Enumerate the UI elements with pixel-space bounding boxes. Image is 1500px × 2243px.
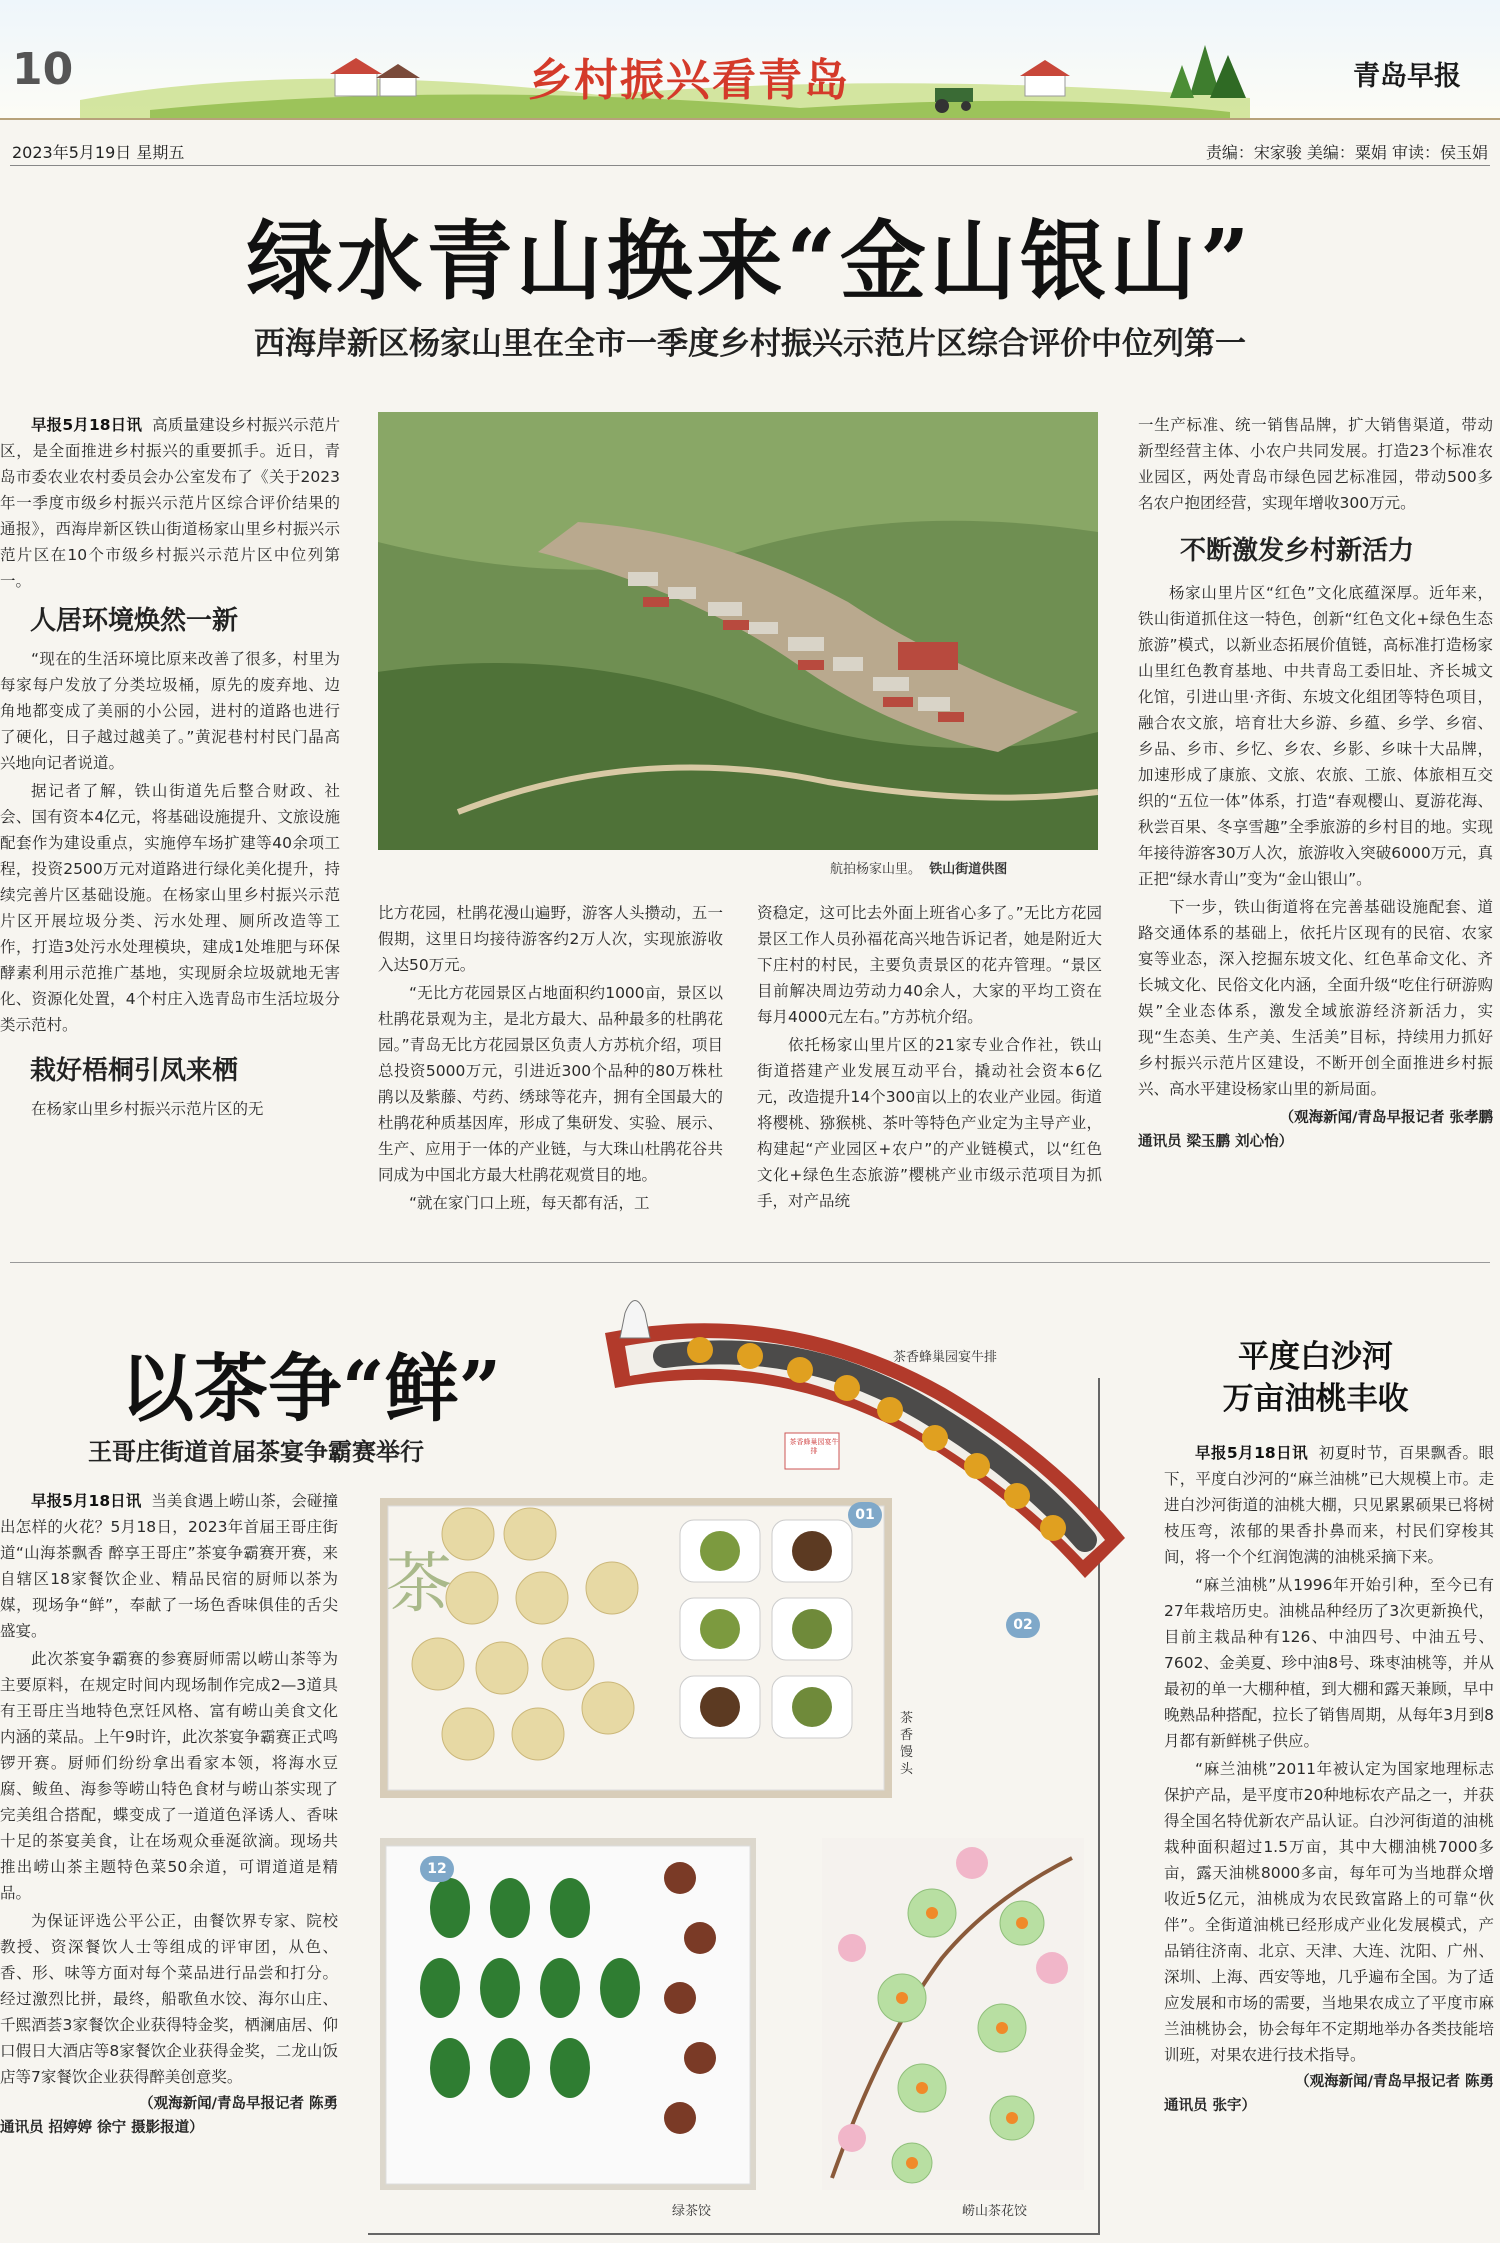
paragraph: “麻兰油桃”从1996年开始引种，至今已有27年栽培历史。油桃品种经历了3次更新换代，目前主栽品种有126、中油四号、中油五号、7602、金美夏、珍中油8号、珠枣油桃等，并从最初的单一大棚种植，到大棚和露天兼顾，早中晚熟品种搭配，拉长了销售周期，从每年3月到8月都有新鲜桃子供应。 — [1164, 1576, 1494, 1750]
issue-date: 2023年5月19日 星期五 — [12, 143, 185, 162]
byline — [0, 2092, 338, 2140]
caption-flower-dumplings: 崂山茶花饺 — [962, 2204, 1028, 2219]
paragraph: 下一步，铁山街道将在完善基础设施配套、道路交通体系的基础上，依托片区现有的民宿、农家宴等业态，深入挖掘东坡文化、红色革命文化、齐长城文化、民俗文化内涵，全面升级“吃住行研游购娱”全业态体系，激发全域旅游经济新活力，实现“生态美、生产美、生活美”目标，持续用力抓好乡村振兴示范片区建设，不断开创全面推进乡村振兴、高水平建设杨家山里的新局面。 — [1138, 898, 1493, 1098]
headline-line-2: 万亩油桃丰收 — [1222, 1381, 1409, 1417]
paragraph: 初夏时节，百果飘香。眼下，平度白沙河的“麻兰油桃”已大规模上市。走进白沙河街道的油桃大棚，只见累累硕果已将树枝压弯，浓郁的果香扑鼻而来，村民们穿梭其间，将一个个红润饱满的油桃采摘下来。 — [1164, 1444, 1494, 1566]
section-subhead: 不断激发乡村新活力 — [1180, 536, 1415, 566]
article1-subheadline: 西海岸新区杨家山里在全市一季度乡村振兴示范片区综合评价中位列第一 — [254, 326, 1246, 362]
article1-column-4 — [1138, 412, 1493, 1154]
paragraph: 为保证评选公平公正，由餐饮界专家、院校教授、资深餐饮人士等组成的评审团，从色、香、形、味等方面对每个菜品进行品尝和打分。经过激烈比拼，最终，船歌鱼水饺、海尔山庄、千熙酒荟3家餐饮企业获得特金奖，栖澜庙居、仰口假日大酒店等8家餐饮企业获得金奖，二龙山饭店等7家餐饮企业获得醉美创意奖。 — [0, 1912, 338, 2086]
byline-line-2: 通讯员 张宇） — [1164, 2098, 1257, 2114]
tea-buns-photo — [380, 1498, 892, 1798]
paper-logo: 青岛早报 — [1353, 61, 1461, 92]
paragraph: 当美食遇上崂山茶，会碰撞出怎样的火花？5月18日，2023年首届王哥庄街道“山海茶飘香 醉享王哥庄”茶宴争霸赛开赛，来自辖区18家餐饮企业、精品民宿的厨师以茶为媒，现场争“鲜”，奉献了一场色香味俱佳的舌尖盛宴。 — [0, 1492, 338, 1640]
badge-01: 01 — [848, 1502, 882, 1528]
paragraph: 资稳定，这可比去外面上班省心多了。”无比方花园景区工作人员孙福花高兴地告诉记者，她是附近大下庄村的村民，主要负责景区的花卉管理。“景区目前解决周边劳动力40余人，大家的平均工资在每月4000元左右。”方苏杭介绍。 — [757, 904, 1102, 1026]
section-title: 乡村振兴看青岛 — [528, 55, 850, 106]
byline-line-1: （观海新闻/青岛早报记者 张孝鹏 — [1279, 1110, 1493, 1126]
caption-green-dumplings: 绿茶饺 — [672, 2204, 712, 2219]
paragraph: “麻兰油桃”2011年被认定为国家地理标志保护产品，是平度市20种地标农产品之一，并获得全国名特优新农产品认证。白沙河街道的油桃栽种面积超过1.5万亩，其中大棚油桃7000多亩，露天油桃8000多亩，每年可为当地群众增收近5亿元，油桃成为农民致富路上的可靠“伙伴”。全街道油桃已经形成产业化发展模式，产品销往济南、北京、天津、大连、沈阳、广州、深圳、上海、西安等地，几乎遍布全国。为了适应发展和市场的需要，当地果农成立了平度市麻兰油桃协会，协会每年不定期地举办各类技能培训班，对果农进行技术指导。 — [1164, 1760, 1494, 2064]
paragraph: 此次茶宴争霸赛的参赛厨师需以崂山茶等为主要原料，在规定时间内现场制作完成2—3道具有王哥庄当地特色烹饪风格、富有崂山美食文化内涵的菜品。上午9时许，此次茶宴争霸赛正式鸣锣开赛。厨师们纷纷拿出看家本领，将海水豆腐、鲅鱼、海参等崂山特色食材与崂山茶实现了完美组合搭配，蝶变成了一道道色泽诱人、香味十足的茶宴美食，让在场观众垂涎欲滴。现场共推出崂山茶主题特色菜50余道，可谓道道是精品。 — [0, 1650, 338, 1902]
byline-line-2: 通讯员 招婷婷 徐宁 摄影报道） — [0, 2120, 204, 2136]
article3-body — [1164, 1440, 1494, 2118]
dateline: 早报5月18日讯 — [31, 1492, 142, 1510]
paragraph: “无比方花园景区占地面积约1000亩，景区以杜鹃花景观为主，是北方最大、品种最多的杜鹃花园。”青岛无比方花园景区负责人方苏杭介绍，项目总投资5000万元，引进近300个品种的80万株杜鹃以及紫藤、芍药、绣球等花卉，拥有全国最大的杜鹃花种质基因库，形成了集研发、实验、展示、生产、应用于一体的产业链，与大珠山杜鹃花谷共同成为中国北方最大杜鹃花观赏目的地。 — [378, 984, 723, 1184]
paragraph: 依托杨家山里片区的21家专业合作社，铁山街道搭建产业发展互动平台，撬动社会资本6亿元，改造提升14个300亩以上的农业产业园。街道将樱桃、猕猴桃、茶叶等特色产业定为主导产业，构建起“产业园区+农户”的产业链模式，以“红色文化+绿色生态旅游”樱桃产业市级示范项目为抓手，对产品统 — [757, 1036, 1102, 1210]
caption-buns: 茶香馒头 — [900, 1711, 914, 1777]
dish-tag: 茶香蜂巢园宴牛排 — [789, 1438, 839, 1455]
article1-column-2 — [378, 900, 723, 1218]
paragraph: 高质量建设乡村振兴示范片区，是全面推进乡村振兴的重要抓手。近日，青岛市委农业农村委员会办公室发布了《关于2023年一季度市级乡村振兴示范片区综合评价结果的通报》，西海岸新区铁山街道杨家山里乡村振兴示范片区在10个市级乡村振兴示范片区中位列第一。 — [0, 416, 340, 590]
green-dumplings-photo — [380, 1838, 756, 2190]
editor-credits: 责编：宋家骏 美编：粟娟 审读：侯玉娟 — [1205, 143, 1488, 162]
paragraph: 比方花园，杜鹃花漫山遍野，游客人头攒动，五一假期，这里日均接待游客约2万人次，实现旅游收入达50万元。 — [378, 904, 723, 974]
badge-02: 02 — [1006, 1612, 1040, 1638]
section-subhead: 人居环境焕然一新 — [30, 606, 239, 636]
headline-line-1: 平度白沙河 — [1238, 1339, 1393, 1375]
paragraph: “现在的生活环境比原来改善了很多，村里为每家每户发放了分类垃圾桶，原先的废弃地、边角地都变成了美丽的小公园，进村的道路也进行了硬化，日子越过越美了。”黄泥巷村村民门晶高兴地向记者说道。 — [0, 650, 340, 772]
section-divider — [10, 1262, 1490, 1263]
byline-line-1: （观海新闻/青岛早报记者 陈勇 — [1295, 2074, 1494, 2090]
article2-headline: 以茶争“鲜” — [120, 1346, 502, 1432]
tea-flower-dumplings-photo — [822, 1838, 1084, 2190]
byline-line-1: （观海新闻/青岛早报记者 陈勇 — [139, 2096, 338, 2112]
dateline: 早报5月18日讯 — [1195, 1444, 1309, 1462]
page-number: 10 — [12, 44, 74, 95]
paragraph: “就在家门口上班，每天都有活，工 — [409, 1194, 650, 1212]
paragraph: 在杨家山里乡村振兴示范片区的无 — [31, 1100, 264, 1118]
article2-subheadline: 王哥庄街道首届茶宴争霸赛举行 — [88, 1438, 424, 1466]
dateline: 早报5月18日讯 — [31, 416, 142, 434]
paragraph: 杨家山里片区“红色”文化底蕴深厚。近年来，铁山街道抓住这一特色，创新“红色文化+绿色生态旅游”模式，以新业态拓展价值链，高标准打造杨家山里红色教育基地、中共青岛工委旧址、齐长城文化馆，引进山里·齐街、东坡文化组团等特色项目，融合农文旅，培育壮大乡游、乡蕴、乡学、乡宿、乡品、乡市、乡忆、乡农、乡影、乡味十大品牌，加速形成了康旅、文旅、农旅、工旅、体旅相互交织的“五位一体”体系，打造“春观樱山、夏游花海、秋尝百果、冬享雪趣”全季旅游的乡村目的地。实现年接待游客30万人次，旅游收入突破6000万元，真正把“绿水青山”变为“金山银山”。 — [1138, 584, 1493, 888]
photo-caption — [830, 858, 1007, 877]
paragraph: 一生产标准、统一销售品牌，扩大销售渠道，带动新型经营主体、小农户共同发展。打造23个标准农业园区，两处青岛市绿色园艺标准园，带动500多名农户抱团经营，实现年增收300万元。 — [1138, 416, 1493, 512]
byline-line-2: 通讯员 梁玉鹏 刘心怡） — [1138, 1134, 1294, 1150]
article1-headline: 绿水青山换来“金山银山” — [246, 211, 1254, 312]
caption-text: 航拍杨家山里。 — [830, 862, 922, 877]
article3-headline — [1138, 1336, 1493, 1420]
caption-steak: 茶香蜂巢园宴牛排 — [893, 1350, 998, 1365]
badge-12: 12 — [420, 1856, 454, 1882]
article1-column-3 — [757, 900, 1102, 1216]
paragraph: 据记者了解，铁山街道先后整合财政、社会、国有资本4亿元，将基础设施提升、文旅设施配套作为建设重点，实施停车场扩建等40余项工程，投资2500万元对道路进行绿化美化提升，持续完善片区基础设施。在杨家山里乡村振兴示范片区开展垃圾分类、污水处理、厕所改造等工作，打造3处污水处理模块，建成1处堆肥与环保酵素利用示范推广基地，实现厨余垃圾就地无害化、资源化处置，4个村庄入选青岛市生活垃圾分类示范村。 — [0, 782, 340, 1034]
article1-column-1 — [0, 412, 340, 1124]
photo-credit: 铁山街道供图 — [929, 862, 1008, 877]
section-subhead: 栽好梧桐引凤来栖 — [30, 1056, 239, 1086]
article2-body — [0, 1488, 338, 2140]
header-rule — [10, 165, 1490, 166]
plate-char: 茶 — [386, 1545, 452, 1622]
byline — [1138, 1106, 1493, 1154]
aerial-village-photo — [378, 412, 1098, 850]
byline — [1164, 2070, 1494, 2118]
